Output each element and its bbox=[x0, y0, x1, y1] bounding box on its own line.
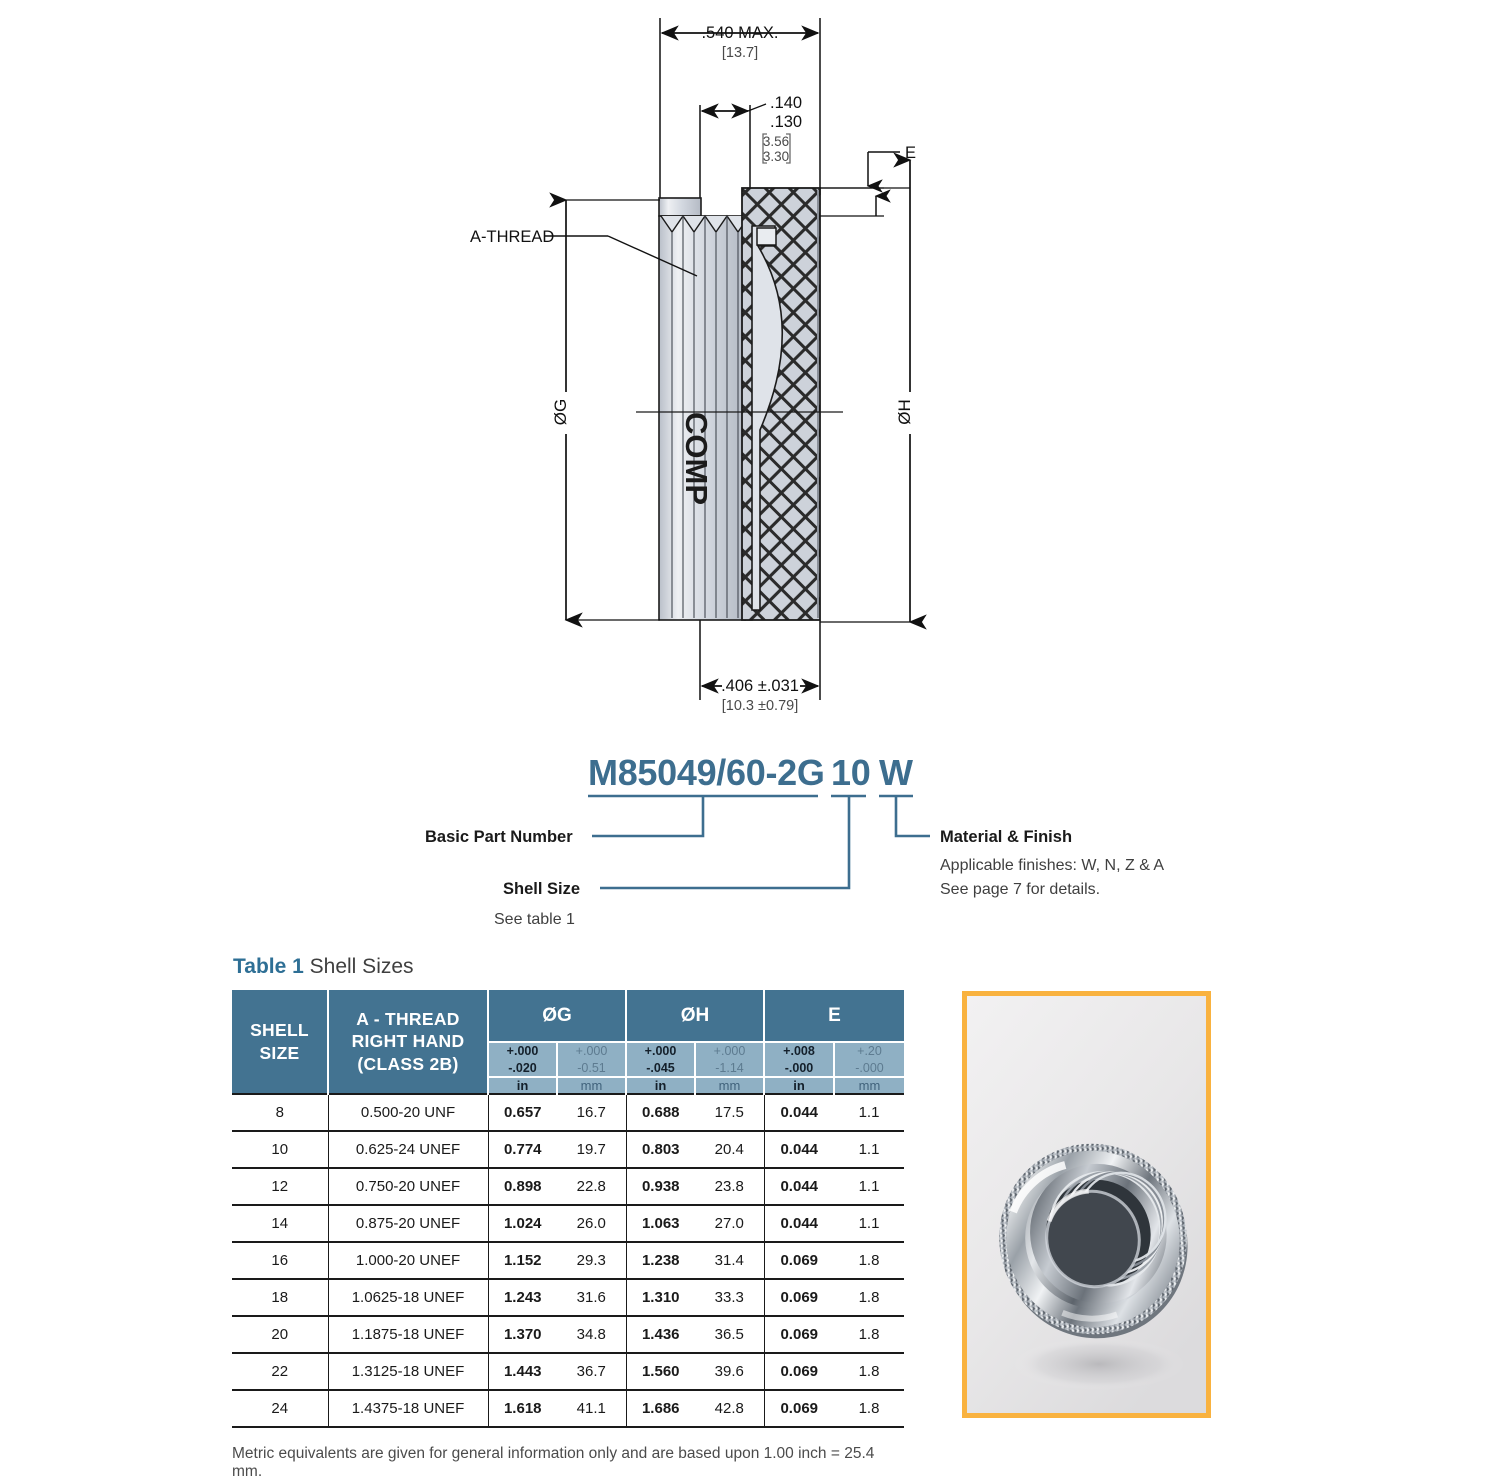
cell-e-in: 0.069 bbox=[764, 1279, 834, 1316]
tol-e-mm bbox=[834, 1042, 904, 1077]
cell-e-mm: 1.8 bbox=[834, 1316, 904, 1353]
cell-g-in: 0.774 bbox=[488, 1131, 557, 1168]
cell-thread: 0.750-20 UNEF bbox=[328, 1168, 488, 1205]
cell-thread: 0.875-20 UNEF bbox=[328, 1205, 488, 1242]
cell-g-in: 0.898 bbox=[488, 1168, 557, 1205]
cell-h-in: 1.436 bbox=[626, 1316, 695, 1353]
tol-g-mm bbox=[557, 1042, 626, 1077]
callout-shell-size-label: Shell Size bbox=[503, 880, 581, 898]
table-row bbox=[232, 1353, 904, 1390]
cell-h-in: 1.063 bbox=[626, 1205, 695, 1242]
cell-h-mm: 42.8 bbox=[695, 1390, 764, 1427]
part-number-shell: 10 bbox=[831, 752, 871, 793]
cell-thread: 0.625-24 UNEF bbox=[328, 1131, 488, 1168]
tol-h-in-minus: -.045 bbox=[646, 1060, 675, 1075]
cell-h-in: 1.238 bbox=[626, 1242, 695, 1279]
cell-h-mm: 23.8 bbox=[695, 1168, 764, 1205]
unit-h-mm: mm bbox=[695, 1077, 764, 1094]
cell-h-mm: 39.6 bbox=[695, 1353, 764, 1390]
cell-h-in: 1.310 bbox=[626, 1279, 695, 1316]
dim-inner-min-metric: 3.30 bbox=[762, 149, 790, 164]
tol-g-in-plus: +.000 bbox=[506, 1044, 539, 1058]
part-number-finish: W bbox=[879, 752, 913, 793]
cell-h-mm: 17.5 bbox=[695, 1094, 764, 1131]
cell-shell-size: 20 bbox=[232, 1316, 328, 1353]
part-number-breakdown bbox=[0, 740, 1500, 945]
dim-inner-max-inch: .140 bbox=[770, 94, 803, 112]
cell-h-in: 0.803 bbox=[626, 1131, 695, 1168]
cell-e-in: 0.069 bbox=[764, 1390, 834, 1427]
th-a-thread bbox=[328, 990, 488, 1094]
cell-thread: 1.3125-18 UNEF bbox=[328, 1353, 488, 1390]
tol-h-in-plus: +.000 bbox=[644, 1044, 677, 1058]
th-thread-l2: RIGHT HAND bbox=[351, 1031, 465, 1052]
cell-shell-size: 12 bbox=[232, 1168, 328, 1205]
th-shell-size bbox=[232, 990, 328, 1094]
product-photo-knurled-ring bbox=[967, 996, 1206, 1413]
cell-e-mm: 1.1 bbox=[834, 1168, 904, 1205]
product-photo-panel bbox=[962, 991, 1211, 1418]
cell-g-mm: 41.1 bbox=[557, 1390, 626, 1427]
table-row bbox=[232, 1094, 904, 1131]
unit-e-in: in bbox=[764, 1077, 834, 1094]
table-row bbox=[232, 1131, 904, 1168]
tol-g-mm-plus: +.000 bbox=[575, 1044, 608, 1058]
table-footnote: Metric equivalents are given for general information only and are based upon 1.00 inch = 25.4 mm. bbox=[232, 1445, 875, 1480]
dimension-diameter-g bbox=[551, 200, 660, 620]
shell-sizes-table bbox=[232, 990, 904, 1428]
cell-h-mm: 27.0 bbox=[695, 1205, 764, 1242]
table-row bbox=[232, 1242, 904, 1279]
cell-e-in: 0.044 bbox=[764, 1094, 834, 1131]
table-row bbox=[232, 1168, 904, 1205]
tol-e-in bbox=[764, 1042, 834, 1077]
cell-e-mm: 1.1 bbox=[834, 1205, 904, 1242]
callout-material-finish-note2: See page 7 for details. bbox=[940, 881, 1101, 898]
cell-e-mm: 1.8 bbox=[834, 1353, 904, 1390]
cell-thread: 1.1875-18 UNEF bbox=[328, 1316, 488, 1353]
shell-sizes-section bbox=[232, 955, 904, 1481]
cell-g-mm: 29.3 bbox=[557, 1242, 626, 1279]
photo-shadow bbox=[1013, 1338, 1185, 1390]
cell-shell-size: 8 bbox=[232, 1094, 328, 1131]
cell-e-mm: 1.8 bbox=[834, 1279, 904, 1316]
cell-thread: 0.500-20 UNF bbox=[328, 1094, 488, 1131]
th-thread-l1: A - THREAD bbox=[356, 1008, 460, 1029]
table-title-rest: Shell Sizes bbox=[309, 955, 414, 978]
cell-h-mm: 20.4 bbox=[695, 1131, 764, 1168]
unit-e-mm: mm bbox=[834, 1077, 904, 1094]
cell-g-in: 1.024 bbox=[488, 1205, 557, 1242]
dimension-inner-width bbox=[702, 94, 802, 164]
diameter-g-label: ØG bbox=[551, 398, 570, 426]
cell-shell-size: 24 bbox=[232, 1390, 328, 1427]
unit-h-in: in bbox=[626, 1077, 695, 1094]
part-marking-text: COMP bbox=[679, 412, 714, 505]
diameter-h-label: ØH bbox=[895, 399, 914, 425]
cell-g-mm: 31.6 bbox=[557, 1279, 626, 1316]
cell-e-in: 0.044 bbox=[764, 1168, 834, 1205]
th-e: E bbox=[764, 990, 904, 1042]
th-shell-size-l1: SHELL bbox=[250, 1020, 309, 1041]
cell-e-in: 0.069 bbox=[764, 1316, 834, 1353]
tol-h-mm-minus: -1.14 bbox=[715, 1060, 744, 1075]
table-title bbox=[233, 955, 904, 979]
cell-g-in: 1.370 bbox=[488, 1316, 557, 1353]
cell-h-mm: 31.4 bbox=[695, 1242, 764, 1279]
cell-e-mm: 1.8 bbox=[834, 1242, 904, 1279]
dim-bottom-inch: .406 ±.031 bbox=[721, 677, 799, 695]
cell-h-in: 1.686 bbox=[626, 1390, 695, 1427]
cell-e-mm: 1.1 bbox=[834, 1131, 904, 1168]
th-diameter-g: ØG bbox=[488, 990, 626, 1042]
table-row bbox=[232, 1316, 904, 1353]
cell-thread: 1.0625-18 UNEF bbox=[328, 1279, 488, 1316]
cell-shell-size: 14 bbox=[232, 1205, 328, 1242]
cell-g-mm: 34.8 bbox=[557, 1316, 626, 1353]
shell-sizes-tbody bbox=[232, 1094, 904, 1427]
callout-material-finish-note1: Applicable finishes: W, N, Z & A bbox=[940, 857, 1165, 874]
dimension-diameter-h bbox=[820, 160, 920, 622]
dimension-bottom-width bbox=[702, 672, 818, 714]
tol-h-in bbox=[626, 1042, 695, 1077]
unit-g-mm: mm bbox=[557, 1077, 626, 1094]
dim-inner-min-inch: .130 bbox=[770, 113, 803, 131]
cell-g-mm: 26.0 bbox=[557, 1205, 626, 1242]
dim-inner-max-metric: 3.56 bbox=[762, 134, 790, 149]
tol-e-in-plus: +.008 bbox=[783, 1044, 815, 1058]
cell-e-in: 0.069 bbox=[764, 1353, 834, 1390]
callout-basic-part-number-label: Basic Part Number bbox=[425, 828, 573, 846]
cell-g-in: 1.618 bbox=[488, 1390, 557, 1427]
cell-g-in: 1.443 bbox=[488, 1353, 557, 1390]
unit-g-in: in bbox=[488, 1077, 557, 1094]
dimension-e bbox=[820, 144, 916, 216]
cell-e-in: 0.069 bbox=[764, 1242, 834, 1279]
cell-shell-size: 10 bbox=[232, 1131, 328, 1168]
cell-e-mm: 1.1 bbox=[834, 1094, 904, 1131]
tol-e-mm-plus: +.20 bbox=[857, 1044, 882, 1058]
cell-g-mm: 16.7 bbox=[557, 1094, 626, 1131]
callout-material-finish-label: Material & Finish bbox=[940, 828, 1073, 846]
th-diameter-h: ØH bbox=[626, 990, 764, 1042]
cell-h-mm: 36.5 bbox=[695, 1316, 764, 1353]
table-title-bold: Table 1 bbox=[233, 955, 304, 978]
technical-drawing bbox=[0, 0, 1500, 740]
tol-g-in bbox=[488, 1042, 557, 1077]
cell-h-in: 0.688 bbox=[626, 1094, 695, 1131]
table-row bbox=[232, 1390, 904, 1427]
tol-g-in-minus: -.020 bbox=[508, 1060, 537, 1075]
part-number-basic: M85049/60-2G bbox=[588, 752, 825, 793]
callout-shell-size-note: See table 1 bbox=[494, 911, 575, 928]
cell-g-mm: 19.7 bbox=[557, 1131, 626, 1168]
cell-h-mm: 33.3 bbox=[695, 1279, 764, 1316]
cell-shell-size: 18 bbox=[232, 1279, 328, 1316]
tol-g-mm-minus: -0.51 bbox=[577, 1060, 606, 1075]
cell-thread: 1.000-20 UNEF bbox=[328, 1242, 488, 1279]
cell-g-in: 1.243 bbox=[488, 1279, 557, 1316]
cell-h-in: 0.938 bbox=[626, 1168, 695, 1205]
tol-h-mm-plus: +.000 bbox=[713, 1044, 746, 1058]
part-cross-section bbox=[659, 188, 820, 620]
cell-e-mm: 1.8 bbox=[834, 1390, 904, 1427]
dim-bottom-metric: [10.3 ±0.79] bbox=[721, 698, 799, 714]
th-shell-size-l2: SIZE bbox=[259, 1042, 300, 1063]
cell-e-in: 0.044 bbox=[764, 1131, 834, 1168]
tol-e-in-minus: -.000 bbox=[784, 1060, 814, 1075]
tol-e-mm-minus: -.000 bbox=[855, 1060, 884, 1075]
cell-g-mm: 36.7 bbox=[557, 1353, 626, 1390]
table-row bbox=[232, 1205, 904, 1242]
table-row bbox=[232, 1279, 904, 1316]
cell-g-in: 0.657 bbox=[488, 1094, 557, 1131]
cell-shell-size: 16 bbox=[232, 1242, 328, 1279]
e-label: E bbox=[905, 144, 917, 162]
cell-h-in: 1.560 bbox=[626, 1353, 695, 1390]
cell-thread: 1.4375-18 UNEF bbox=[328, 1390, 488, 1427]
a-thread-label: A-THREAD bbox=[470, 228, 555, 246]
dim-overall-inch: .540 MAX. bbox=[701, 24, 779, 42]
th-thread-l3: (CLASS 2B) bbox=[357, 1053, 459, 1074]
tol-h-mm bbox=[695, 1042, 764, 1077]
cell-g-mm: 22.8 bbox=[557, 1168, 626, 1205]
cell-shell-size: 22 bbox=[232, 1353, 328, 1390]
cell-g-in: 1.152 bbox=[488, 1242, 557, 1279]
cell-e-in: 0.044 bbox=[764, 1205, 834, 1242]
dim-overall-metric: [13.7] bbox=[721, 45, 759, 61]
dimension-overall-width bbox=[662, 24, 818, 61]
